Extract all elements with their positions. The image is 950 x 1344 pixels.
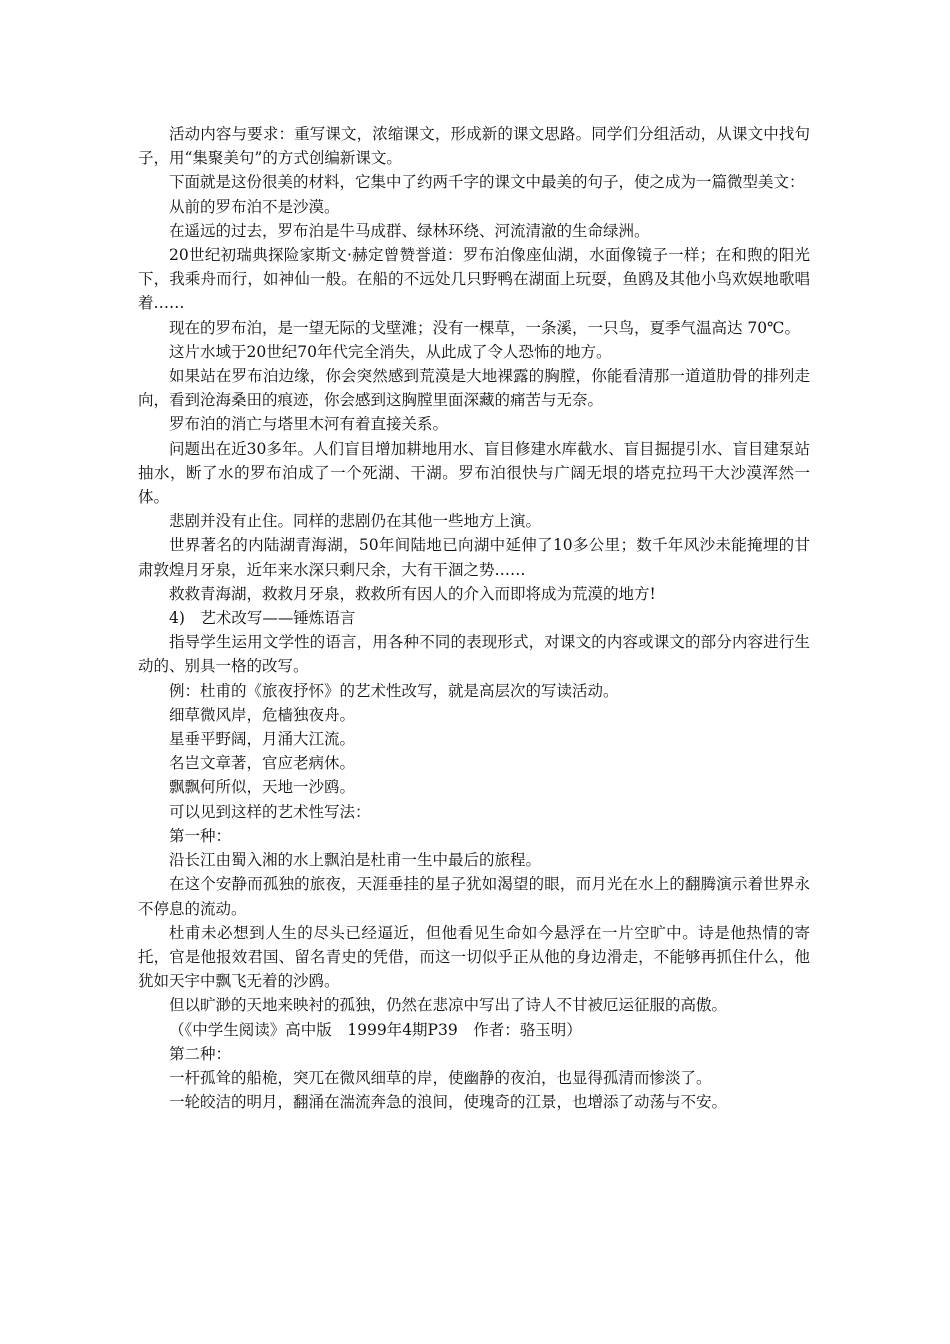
- paragraph: 例：杜甫的《旅夜抒怀》的艺术性改写，就是高层次的写读活动。: [169, 681, 619, 700]
- section-heading: 4) 艺术改写——锤炼语言: [169, 609, 356, 628]
- paragraph: 救救青海湖，救救月牙泉，救救所有因人的介入而即将成为荒漠的地方!: [169, 584, 656, 603]
- paragraph: 罗布泊的消亡与塔里木河有着直接关系。: [169, 415, 449, 434]
- paragraph: 现在的罗布泊，是一望无际的戈壁滩；没有一棵草，一条溪，一只鸟，夏季气温高达 70℃。: [169, 318, 800, 337]
- paragraph: 在遥远的过去，罗布泊是牛马成群、绿林环绕、河流清澈的生命绿洲。: [169, 221, 650, 240]
- poem-line: 星垂平野阔，月涌大江流。: [169, 730, 356, 749]
- paragraph: 这片水域于20世纪70年代完全消失，从此成了令人恐怖的地方。: [169, 342, 612, 361]
- paragraph: 沿长江由蜀入湘的水上飘泊是杜甫一生中最后的旅程。: [169, 851, 542, 870]
- paragraph: 悲剧并没有止住。同样的悲剧仍在其他一些地方上演。: [169, 512, 542, 531]
- poem-line: 飘飘何所似，天地一沙鸥。: [169, 778, 356, 797]
- paragraph: 可以见到这样的艺术性写法：: [169, 802, 371, 821]
- paragraph: 但以旷渺的天地来映衬的孤独，仍然在悲凉中写出了诗人不甘被厄运征服的高傲。: [169, 996, 728, 1015]
- paragraph: 20世纪初瑞典探险家斯文·赫定曾赞誉道：罗布泊像座仙湖，水面像镜子一样；在和煦的阳光下，我乘舟而行，如神仙一般。在船的不远处几只野鸭在湖面上玩耍，鱼鸥及其他小鸟欢娱地歌唱着……: [138, 246, 810, 313]
- paragraph: 世界著名的内陆湖青海湖，50年间陆地已向湖中延伸了10多公里；数千年风沙未能掩埋的甘肃敦煌月牙泉，近年来水深只剩尺余，大有干涸之势……: [138, 536, 810, 579]
- paragraph: 第二种：: [169, 1044, 232, 1063]
- paragraph: 第一种：: [169, 826, 232, 845]
- poem-line: 名岂文章著，官应老病休。: [169, 754, 356, 773]
- paragraph: 活动内容与要求：重写课文，浓缩课文，形成新的课文思路。同学们分组活动，从课文中找句子，用“集聚美句”的方式创编新课文。: [138, 125, 810, 168]
- paragraph: 如果站在罗布泊边缘，你会突然感到荒漠是大地裸露的胸膛，你能看清那一道道肋骨的排列走向，看到沧海桑田的痕迹，你会感到这胸膛里面深藏的痛苦与无奈。: [138, 367, 810, 410]
- paragraph: 在这个安静而孤独的旅夜，天涯垂挂的星子犹如渴望的眼，而月光在水上的翻腾演示着世界永不停息的流动。: [138, 875, 810, 918]
- paragraph: 杜甫未必想到人生的尽头已经逼近，但他看见生命如今悬浮在一片空旷中。诗是他热情的寄托，官是他报效君国、留名青史的凭借，而这一切似乎正从他的身边滑走，不能够再抓住什么，他犹如天宇中飘飞无着的沙鸥。: [138, 923, 810, 991]
- paragraph: 指导学生运用文学性的语言，用各种不同的表现形式，对课文的内容或课文的部分内容进行生动的、别具一格的改写。: [138, 633, 810, 676]
- paragraph: 从前的罗布泊不是沙漠。: [169, 197, 340, 216]
- document-body: [138, 122, 810, 1114]
- paragraph: 下面就是这份很美的材料，它集中了约两千字的课文中最美的句子，使之成为一篇微型美文：: [169, 173, 805, 192]
- citation: （《中学生阅读》高中版 1999年4期P39 作者：骆玉明）: [169, 1020, 582, 1039]
- paragraph: 问题出在近30多年。人们盲目增加耕地用水、盲目修建水库截水、盲目掘提引水、盲目建泵站抽水，断了水的罗布泊成了一个死湖、干湖。罗布泊很快与广阔无垠的塔克拉玛干大沙漠浑然一体。: [138, 439, 810, 507]
- paragraph: 一杆孤耸的船桅，突兀在微风细草的岸，使幽静的夜泊，也显得孤清而惨淡了。: [169, 1068, 712, 1087]
- poem-line: 细草微风岸，危樯独夜舟。: [169, 705, 356, 724]
- paragraph: 一轮皎洁的明月，翻涌在湍流奔急的浪间，使瑰奇的江景，也增添了动荡与不安。: [169, 1093, 728, 1112]
